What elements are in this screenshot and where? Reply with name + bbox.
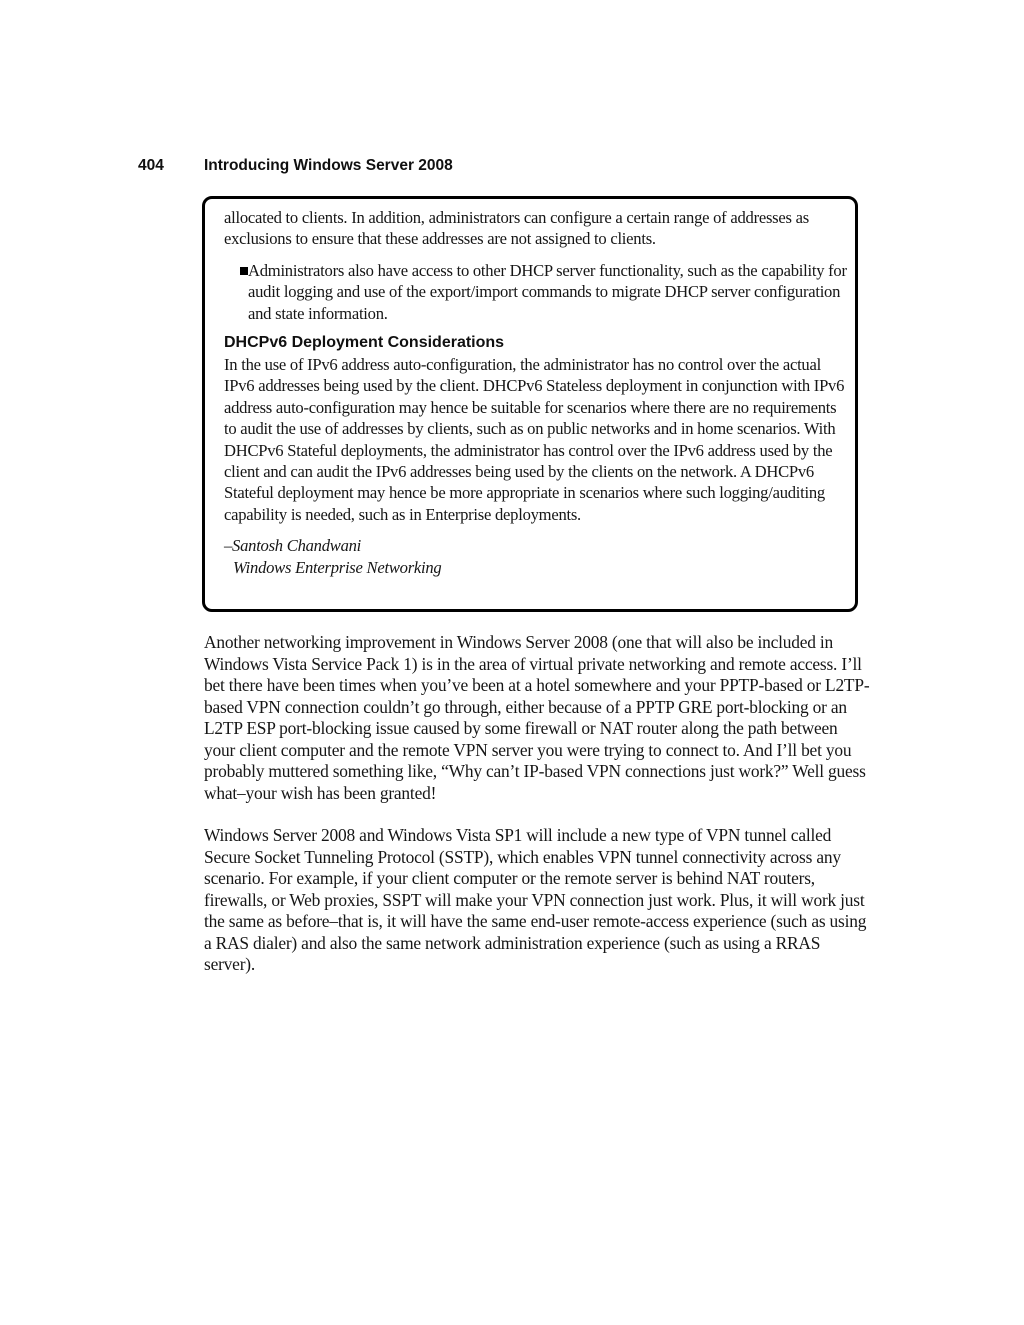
sidebar-continuation-text: allocated to clients. In addition, administrators can configure a certain range of addresses as exclusions to ensure that these addresses are not assigned to clients. (224, 208, 809, 249)
main-text-column (204, 632, 870, 976)
running-title: Introducing Windows Server 2008 (204, 157, 453, 174)
body-paragraph: Windows Server 2008 and Windows Vista SP1 will include a new type of VPN tunnel called Secure Socket Tunneling Protocol (SSTP), which enables VPN tunnel connectivity across any scenario. For example, if your client computer or the remote server is behind NAT routers, firewalls, or Web proxies, SSPT will make your VPN connection just work. Plus, it will work just the same as before–that is, it will have the same end-user remote-access experience (such as using a RAS dialer) and also the same network administration experience (such as using a RRAS server). (204, 825, 867, 974)
sidebar-body-text: In the use of IPv6 address auto-configuration, the administrator has no control over the actual IPv6 addresses being used by the client. DHCPv6 Stateless deployment in conjunction with IPv6 address auto-configuration may hence be suitable for scenarios where there are no requirements to audit the use of addresses by clients, such as on public networks and in home scenarios. With DHCPv6 Stateful deployments, the administrator has control over the IPv6 address used by the client and can audit the IPv6 addresses being used by the clients on the network. A DHCPv6 Stateful deployment may hence be more appropriate in scenarios where such logging/auditing capability is needed, such as in Enterprise deployments. (224, 355, 845, 524)
attribution-block (224, 535, 849, 578)
sidebar-callout-box (202, 196, 858, 612)
body-paragraph: Another networking improvement in Windows Server 2008 (one that will also be included in Windows Vista Service Pack 1) is in the area of virtual private networking and remote access. I’ll bet there have been times when you’ve been at a hotel somewhere and your PPTP-based or L2TP-based VPN connection couldn’t go through, either because of a PPTP GRE port-blocking or an L2TP ESP port-blocking issue caused by some firewall or NAT router along the path between your client computer and the remote VPN server you were trying to connect to. And I’ll bet you probably muttered something like, “Why can’t IP-based VPN connections just work?” Well guess what–your wish has been granted! (204, 632, 870, 803)
attribution-affiliation: Windows Enterprise Networking (233, 557, 442, 577)
sidebar-heading: DHCPv6 Deployment Considerations (224, 334, 505, 352)
page-number: 404 (138, 157, 164, 174)
square-bullet-icon (240, 267, 248, 275)
bullet-item-text: Administrators also have access to other DHCP server functionality, such as the capability for audit logging and use of the export/import commands to migrate DHCP server configuration and state information. (248, 260, 847, 323)
attribution-name: –Santosh Chandwani (224, 536, 362, 556)
page-header (138, 156, 453, 175)
bullet-list-item (224, 260, 849, 324)
